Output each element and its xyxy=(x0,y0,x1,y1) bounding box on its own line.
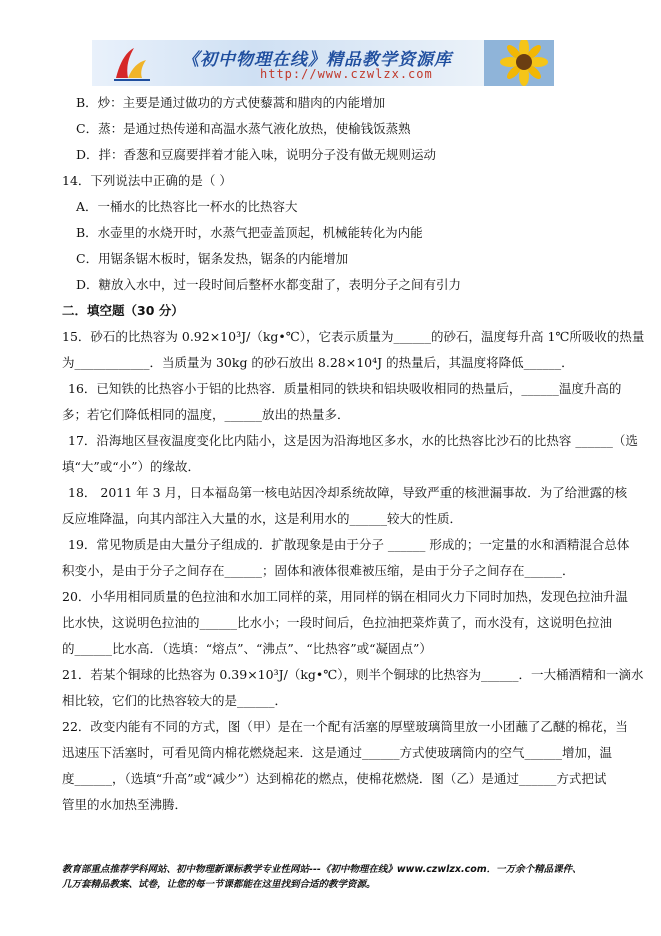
section-heading: 二．填空题（30 分） xyxy=(62,303,184,318)
footer-line2: 几万套精品教案、试卷，让您的每一节课都能在这里找到合适的教学资源。 xyxy=(62,879,376,890)
q14-option-c: C．用锯条锯木板时，锯条发热，锯条的内能增加 xyxy=(76,251,349,266)
q14-option-a: A．一桶水的比热容比一杯水的比热容大 xyxy=(76,199,298,214)
q18-line1: 18． 2011 年 3 月，日本福岛第一核电站因冷却系统故障，导致严重的核泄漏事故．为了给泄露的核 xyxy=(68,485,628,500)
q13-option-c: C．蒸：是通过热传递和高温水蒸气液化放热，使榆钱饭蒸熟 xyxy=(76,121,411,136)
q13-option-d: D．拌：香葱和豆腐要拌着才能入味，说明分子没有做无规则运动 xyxy=(76,147,437,162)
q22-line4: 管里的水加热至沸腾． xyxy=(62,797,188,812)
q20-line1: 20．小华用相同质量的色拉油和水加工同样的菜，用同样的锅在相同火力下同时加热，发现色拉油升温 xyxy=(62,589,628,604)
q14-stem: 14．下列说法中正确的是（ ） xyxy=(62,173,232,188)
banner-title: 《初中物理在线》精品教学资源库 xyxy=(182,50,452,70)
site-logo-icon xyxy=(112,44,152,82)
q16-line2: 多；若它们降低相同的温度，______放出的热量多． xyxy=(62,407,350,422)
q19-line1: 19．常见物质是由大量分子组成的．扩散现象是由于分子 ______ 形成的；一定量的水和酒精混合总体 xyxy=(68,537,630,552)
q22-line1: 22．改变内能有不同的方式，图（甲）是在一个配有活塞的厚壁玻璃筒里放一小团蘸了乙醚的棉花，当 xyxy=(62,719,628,734)
q21-line1: 21．若某个铜球的比热容为 0.39×10³J/（kg•℃），则半个铜球的比热容为______．一大桶酒精和一滴水 xyxy=(62,667,644,682)
page-footer xyxy=(62,862,622,892)
footer-line1: 教育部重点推荐学科网站、初中物理新课标教学专业性网站---《初中物理在线》www.czwlzx.com．一万余个精品课件、 xyxy=(62,864,582,875)
q17-line2: 填“大”或“小”）的缘故． xyxy=(62,459,201,474)
q18-line2: 反应堆降温，向其内部注入大量的水，这是利用水的______较大的性质． xyxy=(62,511,463,526)
q14-option-d: D．糖放入水中，过一段时间后整杯水都变甜了，表明分子之间有引力 xyxy=(76,277,462,292)
q21-line2: 相比较，它们的比热容较大的是______． xyxy=(62,693,288,708)
q13-option-b: B．炒：主要是通过做功的方式使藜蒿和腊肉的内能增加 xyxy=(76,95,386,110)
q20-line2: 比水快，这说明色拉油的______比水小；一段时间后，色拉油把菜炸黄了，而水没有，这说明色拉油 xyxy=(62,615,613,630)
sunflower-icon xyxy=(484,40,554,86)
q14-option-b: B．水壶里的水烧开时，水蒸气把壶盖顶起，机械能转化为内能 xyxy=(76,225,423,240)
q15-line2: 为____________．当质量为 30kg 的砂石放出 8.28×10⁴J 的热量后，其温度将降低______． xyxy=(62,355,574,370)
q15-line1: 15．砂石的比热容为 0.92×10³J/（kg•℃），它表示质量为______的砂石，温度每升高 1℃所吸收的热量 xyxy=(62,329,645,344)
header-banner xyxy=(92,40,554,86)
q22-line3: 度______，（选填“升高”或“减少”）达到棉花的燃点，使棉花燃烧．图（乙）是通过______方式把试 xyxy=(62,771,607,786)
q16-line1: 16．已知铁的比热容小于铝的比热容．质量相同的铁块和铝块吸收相同的热量后，______温度升高的 xyxy=(68,381,622,396)
q22-line2: 迅速压下活塞时，可看见筒内棉花燃烧起来．这是通过______方式使玻璃筒内的空气______增加，温 xyxy=(62,745,613,760)
q17-line1: 17．沿海地区昼夜温度变化比内陆小，这是因为沿海地区多水，水的比热容比沙石的比热容 ______（选 xyxy=(68,433,638,448)
q20-line3: 的______比水高．（选填：“熔点”、“沸点”、“比热容”或“凝固点”） xyxy=(62,641,432,656)
banner-url[interactable]: http://www.czwlzx.com xyxy=(260,67,433,81)
q19-line2: 积变小，是由于分子之间存在______；固体和液体很难被压缩，是由于分子之间存在______． xyxy=(62,563,575,578)
